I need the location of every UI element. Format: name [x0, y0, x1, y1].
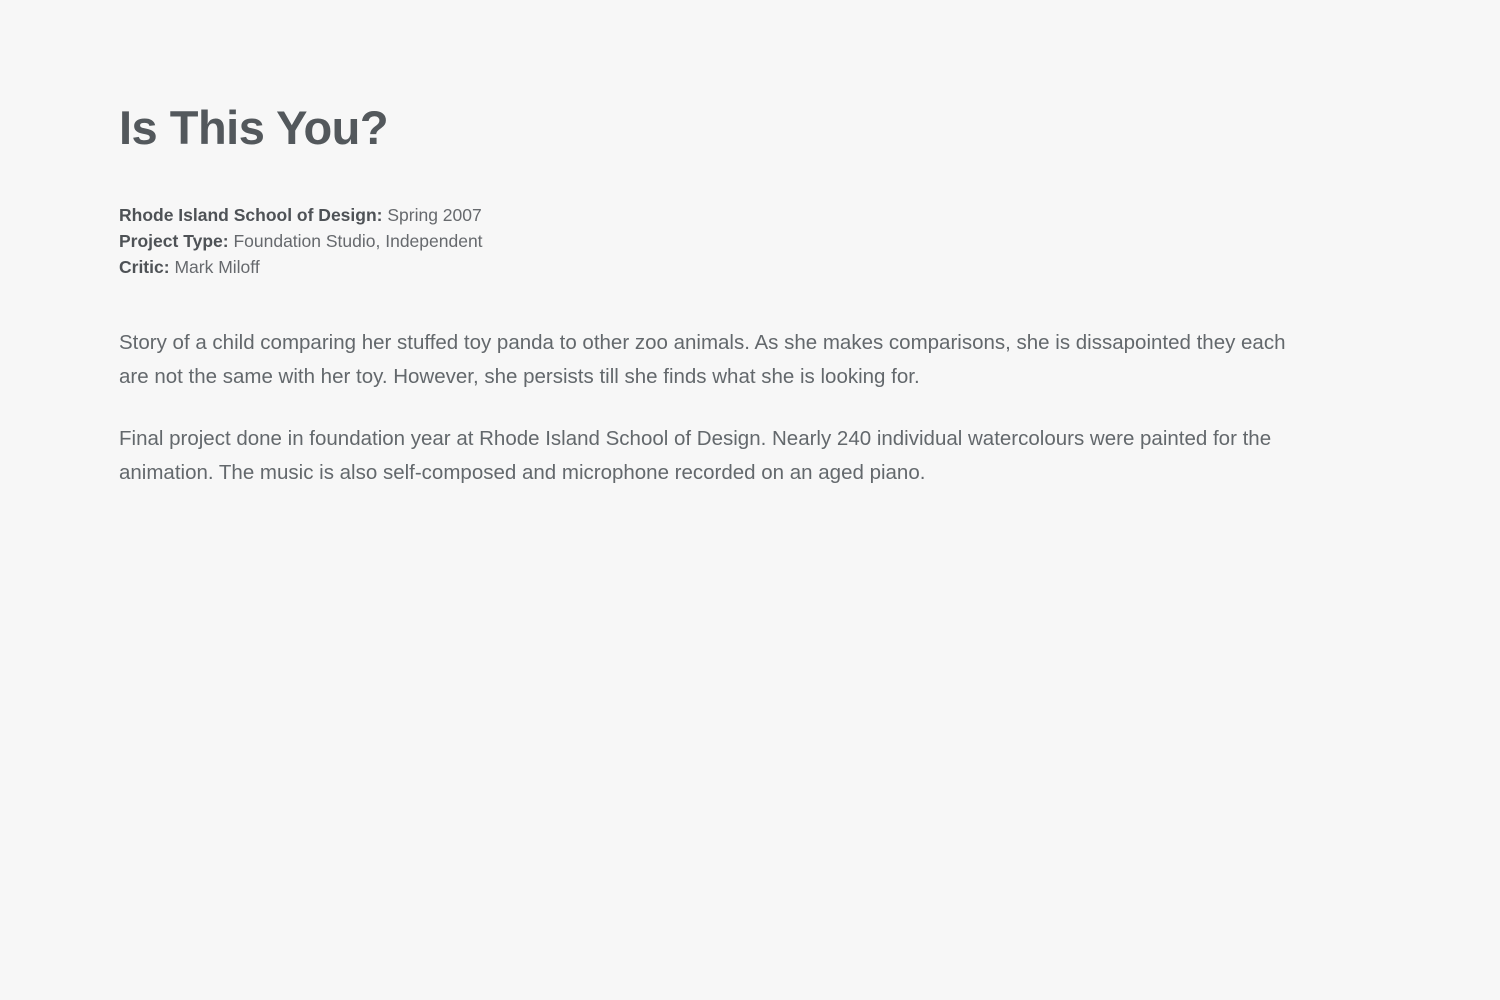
metadata-row-project-type — [119, 228, 1349, 254]
page-title: Is This You? — [119, 101, 389, 154]
metadata-row-school — [119, 202, 1349, 228]
metadata-label-critic: Critic: — [119, 257, 170, 278]
metadata-label-project-type: Project Type: — [119, 231, 229, 252]
metadata-value-critic: Mark Miloff — [174, 257, 260, 278]
metadata-value-project-type: Foundation Studio, Independent — [233, 231, 483, 252]
metadata-row-critic — [119, 254, 1349, 280]
metadata-label-school: Rhode Island School of Design: — [119, 205, 383, 226]
metadata-value-school: Spring 2007 — [387, 205, 482, 226]
project-metadata — [119, 202, 1349, 280]
description-paragraph-2: Final project done in foundation year at Rhode Island School of Design. Nearly 240 individual watercolours were painted for the animation. The music is also self-composed and microphone recorded on an aged piano. — [119, 427, 1272, 484]
description-body — [119, 326, 1309, 489]
description-paragraph-1: Story of a child comparing her stuffed toy panda to other zoo animals. As she makes comparisons, she is dissapointed they each are not the same with her toy. However, she persists till she finds what she is looking for. — [119, 331, 1286, 388]
project-description — [119, 100, 1349, 489]
